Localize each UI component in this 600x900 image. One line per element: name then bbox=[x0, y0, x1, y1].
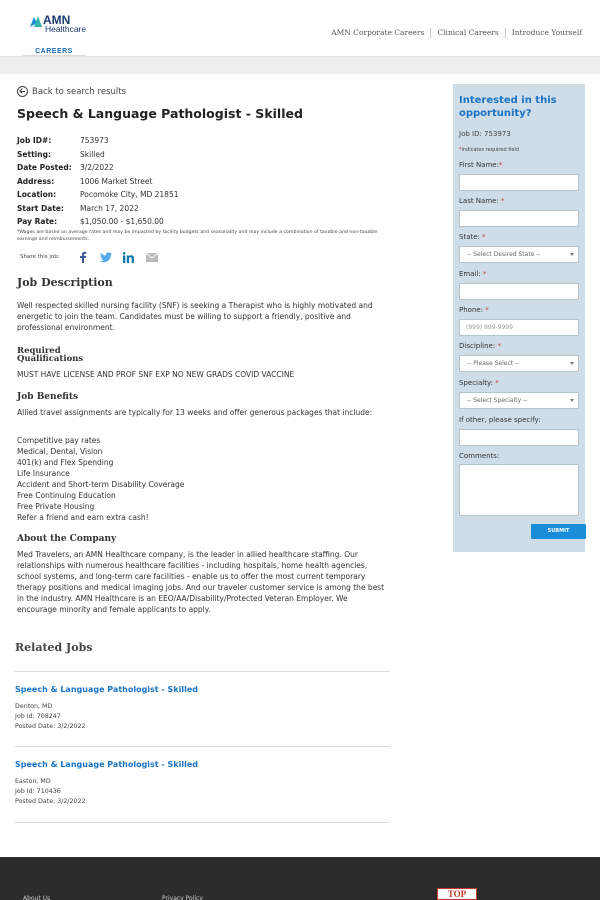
fact-label: Pay Rate: bbox=[17, 217, 58, 226]
related-job-id: Job Id: 708247 bbox=[15, 713, 61, 720]
phone-label bbox=[459, 306, 489, 314]
submit-button[interactable]: SUBMIT bbox=[531, 524, 586, 539]
fact-value: Pocomoke City, MD 21851 bbox=[80, 190, 179, 199]
related-job-posted: Posted Date: 3/2/2022 bbox=[15, 723, 86, 730]
amn-logo[interactable] bbox=[22, 8, 86, 56]
form-job-id: Job ID: 753973 bbox=[459, 130, 511, 138]
wage-disclaimer: *Wages are based on average rates and may be impacted by facility budgets and seasonality and may include a combination of taxable and non-taxable earnings and reimbursements. bbox=[17, 230, 378, 242]
chevron-down-icon bbox=[570, 253, 574, 256]
fact-value: March 17, 2022 bbox=[80, 203, 139, 213]
fact-value: 1006 Market Street bbox=[80, 176, 153, 186]
specialty-label-text: Specialty: bbox=[459, 379, 493, 387]
related-job-card bbox=[15, 760, 198, 807]
linkedin-icon[interactable] bbox=[123, 251, 135, 263]
last-name-label bbox=[459, 197, 505, 205]
related-job-location: Denton, MD bbox=[15, 703, 53, 710]
specialty-select-value: -- Select Specialty -- bbox=[467, 397, 528, 404]
fact-label: Date Posted: bbox=[17, 163, 72, 172]
first-name-label-text: First Name: bbox=[459, 161, 499, 169]
fact-start-date bbox=[17, 202, 178, 216]
benefit-item: Free Private Housing bbox=[17, 502, 95, 511]
state-select-value: -- Select Desired State -- bbox=[467, 251, 541, 258]
logo-mark-icon bbox=[29, 14, 43, 28]
required-heading-line1: Required bbox=[17, 346, 61, 356]
apply-form bbox=[453, 84, 585, 552]
site-footer bbox=[0, 857, 600, 900]
related-job-title-link[interactable]: Speech & Language Pathologist - Skilled bbox=[15, 685, 198, 694]
related-job-title-link[interactable]: Speech & Language Pathologist - Skilled bbox=[15, 760, 198, 769]
email-icon[interactable] bbox=[146, 251, 158, 263]
required-star: * bbox=[459, 147, 462, 153]
email-field[interactable] bbox=[459, 283, 579, 300]
fact-job-id bbox=[17, 134, 178, 148]
chevron-down-icon bbox=[570, 362, 574, 365]
logo-name: AMN bbox=[43, 13, 71, 27]
benefit-item: 401(k) and Flex Spending bbox=[17, 458, 114, 467]
about-company-heading: About the Company bbox=[17, 534, 117, 544]
fact-date-posted bbox=[17, 161, 178, 175]
benefits-list bbox=[17, 435, 389, 523]
discipline-select[interactable] bbox=[459, 355, 579, 372]
comments-textarea[interactable] bbox=[459, 464, 579, 516]
related-jobs-heading: Related Jobs bbox=[15, 641, 93, 654]
share-label: Share this job: bbox=[20, 254, 60, 260]
fact-value: $1,050.00 - $1,650.00 bbox=[80, 217, 164, 226]
fact-label: Setting: bbox=[17, 149, 51, 159]
comments-label: Comments: bbox=[459, 452, 500, 460]
job-facts bbox=[17, 134, 178, 229]
benefit-item: Free Continuing Education bbox=[17, 491, 116, 500]
divider bbox=[15, 671, 390, 672]
discipline-select-value: -- Please Select -- bbox=[467, 360, 520, 367]
required-star: * bbox=[498, 161, 503, 169]
fact-label: Address: bbox=[17, 176, 55, 186]
fact-value: Skilled bbox=[80, 149, 105, 159]
footer-about-link[interactable]: About Us bbox=[23, 895, 51, 900]
back-to-results-link[interactable] bbox=[17, 86, 126, 97]
header-divider-bar bbox=[0, 57, 600, 74]
required-star: * bbox=[485, 306, 489, 314]
top-employer-badge: TOP bbox=[437, 888, 477, 900]
benefit-item: Competitive pay rates bbox=[17, 436, 101, 445]
nav-clinical-careers[interactable]: Clinical Careers bbox=[430, 28, 504, 38]
state-select[interactable] bbox=[459, 246, 579, 263]
required-field-note bbox=[459, 147, 519, 153]
first-name-field[interactable] bbox=[459, 174, 579, 191]
form-heading bbox=[459, 95, 557, 120]
twitter-icon[interactable] bbox=[100, 251, 112, 263]
form-heading-line2: opportunity? bbox=[459, 107, 532, 119]
other-specialty-field[interactable] bbox=[459, 429, 579, 446]
specialty-select[interactable] bbox=[459, 392, 579, 409]
related-job-card bbox=[15, 685, 198, 732]
benefits-intro: Allied travel assignments are typically for 13 weeks and offer generous packages that include: bbox=[17, 408, 373, 417]
benefits-heading: Job Benefits bbox=[17, 392, 79, 402]
fact-value: 3/2/2022 bbox=[80, 163, 114, 172]
required-star: * bbox=[483, 270, 487, 278]
benefit-item: Life Insurance bbox=[17, 469, 70, 478]
back-label: Back to search results bbox=[32, 86, 126, 97]
logo-careers: CAREERS bbox=[35, 48, 73, 55]
job-title: Speech & Language Pathologist - Skilled bbox=[17, 106, 303, 121]
back-arrow-icon bbox=[17, 86, 28, 97]
last-name-field[interactable] bbox=[459, 210, 579, 227]
fact-pay-rate bbox=[17, 215, 178, 229]
state-label bbox=[459, 233, 486, 241]
fact-address bbox=[17, 175, 178, 189]
related-job-id: Job Id: 710436 bbox=[15, 788, 61, 795]
required-note-text: indicates required field bbox=[461, 147, 519, 153]
nav-introduce-yourself[interactable]: Introduce Yourself bbox=[505, 28, 588, 38]
phone-field[interactable]: (999) 999-9999 bbox=[459, 319, 579, 336]
email-label-text: Email: bbox=[459, 270, 481, 278]
required-star: * bbox=[482, 233, 486, 241]
divider bbox=[15, 746, 390, 747]
job-description-heading: Job Description bbox=[17, 276, 113, 289]
related-job-location: Easton, MD bbox=[15, 778, 51, 785]
specialty-label bbox=[459, 379, 499, 387]
required-star: * bbox=[501, 197, 505, 205]
other-specialty-label: If other, please specify: bbox=[459, 416, 541, 424]
first-name-label bbox=[459, 161, 502, 169]
site-header bbox=[0, 0, 600, 57]
top-nav bbox=[325, 28, 588, 38]
nav-corporate-careers[interactable]: AMN Corporate Careers bbox=[331, 28, 425, 37]
state-label-text: State: bbox=[459, 233, 480, 241]
divider bbox=[15, 822, 390, 823]
related-job-posted: Posted Date: 3/2/2022 bbox=[15, 798, 86, 805]
discipline-label-text: Discipline: bbox=[459, 342, 496, 350]
job-description-text: Well respected skilled nursing facility (SNF) is seeking a Therapist who is highly motivated and energetic to join the team. Candidates must be willing to support a friendly, positive and professional environment. bbox=[17, 301, 373, 332]
required-text: MUST HAVE LICENSE AND PROF SNF EXP NO NEW GRADS COVID VACCINE bbox=[17, 370, 295, 379]
chevron-down-icon bbox=[570, 399, 574, 402]
email-label bbox=[459, 270, 487, 278]
required-star: * bbox=[495, 379, 499, 387]
fact-label: Location: bbox=[17, 190, 57, 199]
discipline-label bbox=[459, 342, 501, 350]
logo-sub: Healthcare bbox=[45, 24, 87, 34]
share-bar bbox=[20, 251, 158, 263]
facebook-icon[interactable] bbox=[77, 251, 89, 263]
benefit-item: Medical, Dental, Vision bbox=[17, 447, 103, 456]
fact-label: Start Date: bbox=[17, 203, 64, 213]
about-company-text: Med Travelers, an AMN Healthcare company, is the leader in allied healthcare staffing. Our relationships with numerous healthcare facilities - including hospitals, home health agencies, school systems, and long-term care facilities - enable us to offer the most current temporary therapy positions and medical imaging jobs. And our traveler customer service is among the best in the industry. AMN Healthcare is an EEO/AA/Disability/Protected Veteran Employer. We encourage minority and female applicants to apply. bbox=[17, 550, 385, 614]
required-star: * bbox=[497, 342, 501, 350]
footer-privacy-link[interactable]: Privacy Policy bbox=[162, 895, 203, 900]
fact-label: Job ID#: bbox=[17, 136, 52, 145]
phone-label-text: Phone: bbox=[459, 306, 484, 314]
form-heading-line1: Interested in this bbox=[459, 95, 557, 106]
required-heading-line2: Qualifications bbox=[17, 354, 84, 364]
benefit-item: Refer a friend and earn extra cash! bbox=[17, 513, 149, 522]
fact-value: 753973 bbox=[80, 136, 109, 145]
fact-setting bbox=[17, 148, 178, 162]
benefit-item: Accident and Short-term Disability Coverage bbox=[17, 480, 185, 489]
fact-location bbox=[17, 188, 178, 202]
last-name-label-text: Last Name: bbox=[459, 197, 499, 205]
